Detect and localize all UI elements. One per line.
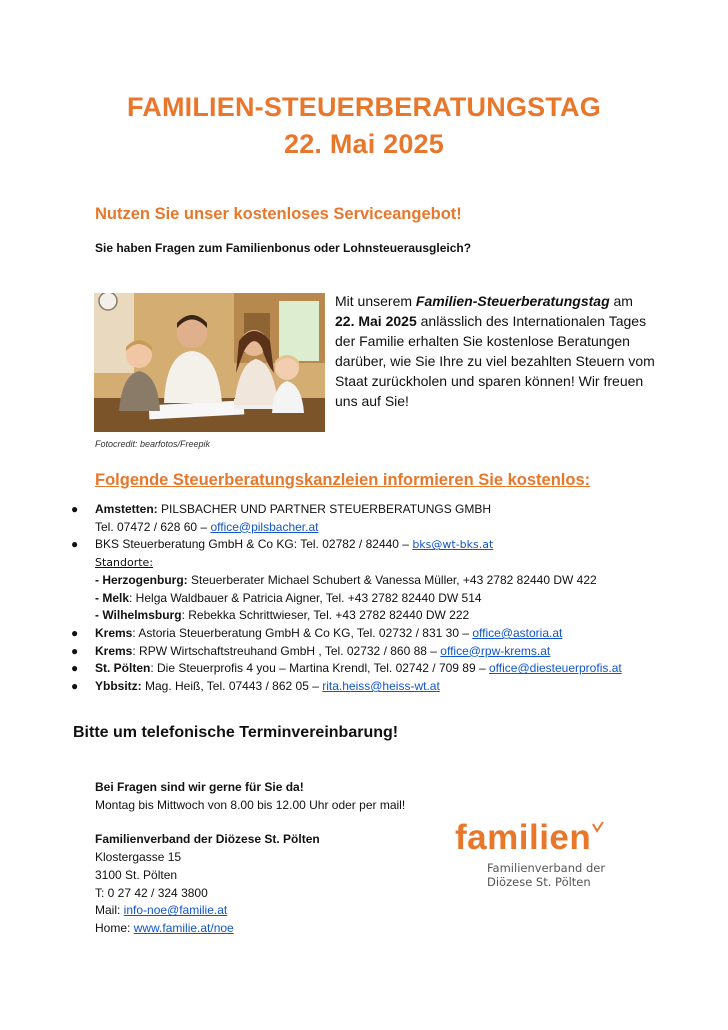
photo-credit: Fotocredit: bearfotos/Freepik	[95, 439, 211, 449]
desc-event-name: Familien-Steuerberatungstag	[415, 293, 610, 309]
office-email-link[interactable]: rita.heiss@heiss-wt.at	[322, 679, 440, 694]
appointment-note: Bitte um telefonische Terminvereinbarung!	[73, 724, 399, 741]
office-text: Mag. Heiß, Tel. 07443 / 862 05 –	[141, 679, 323, 694]
office-label: Amstetten:	[95, 502, 158, 516]
logo-sub-line-2: Diözese St. Pölten	[487, 875, 591, 889]
offices-heading: Folgende Steuerberatungskanzleien informieren Sie kostenlos:	[95, 471, 591, 489]
contact-city: 3100 St. Pölten	[95, 867, 178, 882]
contact-home-row	[95, 920, 455, 938]
location-text: : Helga Waldbauer & Patricia Aigner, Tel. +43 2782 82440 DW 514	[129, 590, 482, 605]
logo-sub-line-1: Familienverband der	[487, 861, 606, 875]
contact-mail-row	[95, 902, 455, 920]
office-email-link[interactable]: bks@wt-bks.at	[412, 538, 494, 552]
bullet-icon: ●	[71, 679, 79, 694]
contact-street: Klostergasse 15	[95, 850, 182, 865]
contact-hours: Montag bis Mittwoch von 8.00 bis 12.00 Uhr oder per mail!	[95, 797, 406, 812]
contact-home-link[interactable]: www.familie.at/noe	[133, 920, 234, 935]
office-text: : Astoria Steuerberatung GmbH & Co KG, Tel. 02732 / 831 30 –	[132, 625, 473, 640]
location-herzogenburg	[95, 573, 597, 587]
familienverband-logo	[455, 818, 625, 889]
office-label: Krems	[95, 643, 133, 658]
bullet-icon: ●	[71, 643, 79, 658]
contact-question-heading: Bei Fragen sind wir gerne für Sie da!	[95, 780, 304, 794]
bullet-icon: ●	[71, 661, 79, 676]
office-label: Krems	[95, 625, 133, 640]
location-text: Steuerberater Michael Schubert & Vanessa Müller, +43 2782 82440 DW 422	[187, 572, 597, 587]
contact-mail-link[interactable]: info-noe@familie.at	[123, 903, 228, 918]
location-label: - Melk	[95, 590, 130, 605]
bullet-icon: ●	[71, 537, 79, 552]
intro-headline: Nutzen Sie unser kostenloses Serviceangebot!	[95, 205, 462, 223]
office-email-link[interactable]: office@astoria.at	[472, 625, 563, 640]
desc-body: anlässlich des Internationalen Tages der Familie erhalten Sie kostenlose Beratungen darüber, wie Sie Ihre zu viel bezahlten Steuern vom Staat zurückholen und sparen können! Wir freuen uns auf Sie!	[335, 313, 655, 409]
contact-block	[95, 779, 455, 938]
bullet-icon: ●	[71, 625, 79, 640]
office-item-krems-astoria	[71, 625, 695, 643]
mail-label: Mail:	[95, 903, 124, 918]
desc-date: 22. Mai 2025	[335, 313, 417, 329]
family-photo	[94, 293, 325, 432]
family-photo-illustration	[94, 293, 325, 432]
office-phone: Tel. 07472 / 628 60 –	[95, 519, 211, 534]
office-text: PILSBACHER UND PARTNER STEUERBERATUNGS GMBH	[157, 502, 492, 516]
office-item-ybbsitz	[71, 678, 695, 696]
title-line-1: FAMILIEN-STEUERBERATUNGSTAG	[127, 92, 601, 122]
office-item-krems-rpw	[71, 643, 695, 661]
office-item-bks	[71, 536, 695, 625]
office-text: : RPW Wirtschaftstreuhand GmbH , Tel. 02732 / 860 88 –	[132, 643, 441, 658]
offices-list	[71, 501, 695, 696]
office-email-link[interactable]: office@rpw-krems.at	[440, 643, 551, 658]
office-email-link[interactable]: office@pilsbacher.at	[210, 519, 319, 534]
office-text: BKS Steuerberatung GmbH & Co KG: Tel. 02782 / 82440 –	[95, 537, 413, 552]
office-label: Ybbsitz:	[95, 679, 142, 694]
logo-check-icon	[591, 820, 605, 834]
intro-question: Sie haben Fragen zum Familienbonus oder Lohnsteuerausgleich?	[95, 241, 472, 255]
desc-intro-tail: am	[609, 293, 633, 309]
description	[335, 291, 655, 411]
location-label: - Wilhelmsburg	[95, 608, 182, 623]
home-label: Home:	[95, 920, 134, 935]
bullet-icon: ●	[71, 502, 79, 516]
title-line-2: 22. Mai 2025	[283, 129, 444, 159]
logo-word: familien	[455, 818, 592, 857]
office-email-link[interactable]: office@diesteuerprofis.at	[489, 661, 622, 676]
office-label: St. Pölten	[95, 661, 151, 676]
location-label: - Herzogenburg:	[95, 572, 188, 587]
contact-org: Familienverband der Diözese St. Pölten	[95, 832, 320, 847]
standorte-label: Standorte:	[95, 556, 154, 570]
location-text: : Rebekka Schrittwieser, Tel. +43 2782 82440 DW 222	[181, 608, 470, 623]
office-text: : Die Steuerprofis 4 you – Martina Krendl, Tel. 02742 / 709 89 –	[150, 661, 489, 676]
contact-phone: T: 0 27 42 / 324 3800	[95, 885, 208, 900]
location-melk	[95, 591, 482, 605]
location-wilhelmsburg	[95, 608, 469, 622]
desc-intro: Mit unserem	[335, 293, 416, 309]
office-item-st-poelten	[71, 660, 695, 678]
office-item-amstetten	[71, 501, 695, 536]
